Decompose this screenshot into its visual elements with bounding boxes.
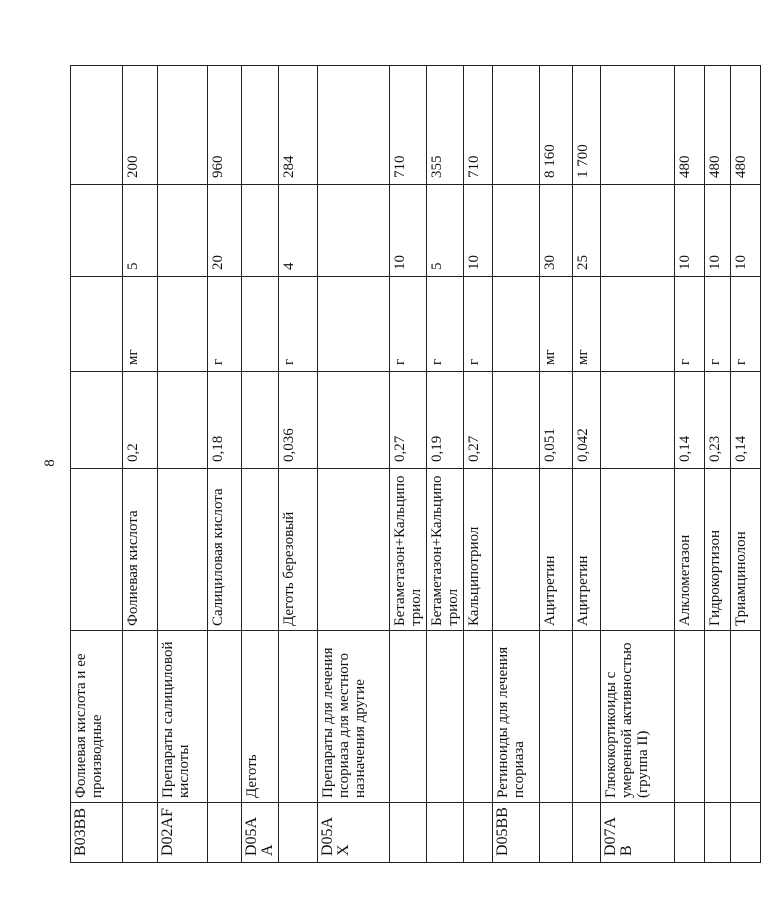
group-name-cell [731,631,761,803]
drug-name-cell: Ацитретин [573,469,601,631]
dose-cell: 10 [390,185,427,277]
dose-cell [242,185,279,277]
atc-code-cell [731,803,761,863]
table-row [540,66,573,863]
unit-cell [242,277,279,372]
ddd-value-cell [71,372,123,469]
quantity-cell: 1 700 [573,66,601,185]
drug-name-cell: Кальципотриол [464,469,493,631]
quantity-cell: 200 [123,66,158,185]
group-name-cell: Ретиноиды для лечения псориаза [493,631,540,803]
table-row [705,66,731,863]
unit-cell [158,277,208,372]
drug-name-cell: Алклометазон [675,469,705,631]
atc-code-cell [427,803,464,863]
drug-name-cell: Бетаметазон+Кальципотриол [390,469,427,631]
group-name-cell [123,631,158,803]
table-row [318,66,390,863]
dose-cell: 30 [540,185,573,277]
quantity-cell: 480 [731,66,761,185]
table-row [279,66,318,863]
unit-cell: г [279,277,318,372]
dose-cell [318,185,390,277]
unit-cell: мг [540,277,573,372]
drug-table [70,65,761,863]
table-row [390,66,427,863]
ddd-value-cell [493,372,540,469]
dose-cell: 10 [705,185,731,277]
unit-cell: мг [573,277,601,372]
document-table-frame [70,66,749,863]
table-row [493,66,540,863]
group-name-cell: Деготь [242,631,279,803]
group-name-cell [464,631,493,803]
dose-cell: 4 [279,185,318,277]
dose-cell: 20 [208,185,242,277]
atc-code-cell [705,803,731,863]
table-row [158,66,208,863]
ddd-value-cell: 0,042 [573,372,601,469]
ddd-value-cell: 0,14 [731,372,761,469]
drug-name-cell: Фолиевая кислота [123,469,158,631]
drug-name-cell: Салициловая кислота [208,469,242,631]
atc-code-cell: D07AB [601,803,675,863]
drug-name-cell [493,469,540,631]
rotated-table-wrapper [70,66,749,863]
group-name-cell: Препараты для лечения псориаза для местного назначения другие [318,631,390,803]
group-name-cell [427,631,464,803]
quantity-cell [158,66,208,185]
group-name-cell: Глюкокортикоиды с умеренной активностью (группа II) [601,631,675,803]
table-row [675,66,705,863]
quantity-cell: 480 [675,66,705,185]
unit-cell: г [464,277,493,372]
ddd-value-cell: 0,18 [208,372,242,469]
dose-cell: 5 [427,185,464,277]
group-name-cell [279,631,318,803]
dose-cell: 10 [464,185,493,277]
quantity-cell: 284 [279,66,318,185]
ddd-value-cell: 0,19 [427,372,464,469]
atc-code-cell [279,803,318,863]
unit-cell: г [731,277,761,372]
quantity-cell: 960 [208,66,242,185]
atc-code-cell [208,803,242,863]
quantity-cell: 355 [427,66,464,185]
group-name-cell [705,631,731,803]
atc-code-cell: B03BB [71,803,123,863]
quantity-cell [601,66,675,185]
drug-name-cell [318,469,390,631]
quantity-cell: 480 [705,66,731,185]
table-row [242,66,279,863]
unit-cell [493,277,540,372]
unit-cell: г [675,277,705,372]
dose-cell [493,185,540,277]
group-name-cell [540,631,573,803]
ddd-value-cell: 0,27 [464,372,493,469]
ddd-value-cell: 0,2 [123,372,158,469]
drug-name-cell: Деготь березовый [279,469,318,631]
quantity-cell: 8 160 [540,66,573,185]
table-row [208,66,242,863]
table-row [427,66,464,863]
quantity-cell: 710 [390,66,427,185]
unit-cell: г [705,277,731,372]
table-row [71,66,123,863]
group-name-cell: Фолиевая кислота и ее производные [71,631,123,803]
ddd-value-cell: 0,23 [705,372,731,469]
ddd-value-cell [318,372,390,469]
ddd-value-cell: 0,27 [390,372,427,469]
atc-code-cell [540,803,573,863]
drug-name-cell [158,469,208,631]
table-row [123,66,158,863]
drug-name-cell [71,469,123,631]
drug-name-cell [242,469,279,631]
group-name-cell [573,631,601,803]
unit-cell [318,277,390,372]
unit-cell: мг [123,277,158,372]
dose-cell [71,185,123,277]
group-name-cell [390,631,427,803]
atc-code-cell: D05AX [318,803,390,863]
unit-cell: г [208,277,242,372]
ddd-value-cell [601,372,675,469]
quantity-cell [493,66,540,185]
atc-code-cell [123,803,158,863]
dose-cell: 10 [675,185,705,277]
table-row [601,66,675,863]
atc-code-cell: D02AF [158,803,208,863]
table-body [71,66,761,863]
drug-name-cell: Гидрокортизон [705,469,731,631]
ddd-value-cell [158,372,208,469]
table-row [464,66,493,863]
table-row [573,66,601,863]
unit-cell [601,277,675,372]
drug-name-cell: Триамцинолон [731,469,761,631]
quantity-cell: 710 [464,66,493,185]
dose-cell [158,185,208,277]
ddd-value-cell: 0,14 [675,372,705,469]
dose-cell: 25 [573,185,601,277]
group-name-cell [208,631,242,803]
drug-name-cell [601,469,675,631]
dose-cell [601,185,675,277]
dose-cell: 5 [123,185,158,277]
page-number: 8 [42,459,58,467]
group-name-cell: Препараты салициловой кислоты [158,631,208,803]
atc-code-cell: D05AA [242,803,279,863]
ddd-value-cell [242,372,279,469]
drug-name-cell: Бетаметазон+Кальципотриол [427,469,464,631]
unit-cell [71,277,123,372]
dose-cell: 10 [731,185,761,277]
group-name-cell [675,631,705,803]
quantity-cell [71,66,123,185]
unit-cell: г [390,277,427,372]
atc-code-cell [573,803,601,863]
atc-code-cell: D05BB [493,803,540,863]
ddd-value-cell: 0,036 [279,372,318,469]
quantity-cell [242,66,279,185]
atc-code-cell [675,803,705,863]
ddd-value-cell: 0,051 [540,372,573,469]
table-row [731,66,761,863]
drug-name-cell: Ацитретин [540,469,573,631]
atc-code-cell [464,803,493,863]
atc-code-cell [390,803,427,863]
unit-cell: г [427,277,464,372]
quantity-cell [318,66,390,185]
